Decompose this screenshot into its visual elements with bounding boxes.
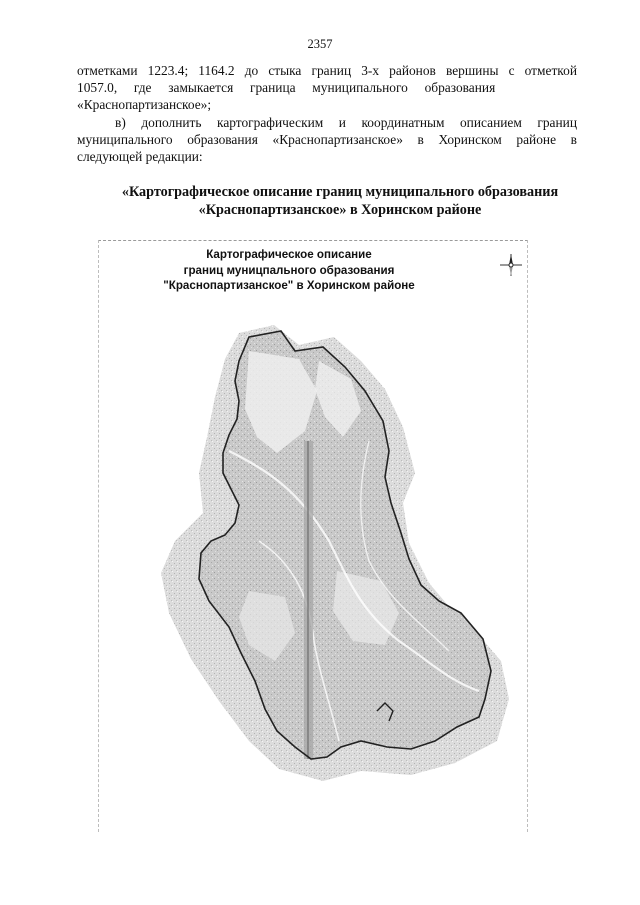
paragraph-line: отметками 1223.4; 1164.2 до стыка границ 3-х районов вершины с отметкой xyxy=(77,63,577,78)
paragraph-amendment xyxy=(77,114,577,165)
section-heading xyxy=(60,183,620,219)
map-title xyxy=(139,247,439,294)
map-graphic xyxy=(99,241,529,833)
map-figure xyxy=(98,240,528,832)
map-title-line: "Краснопартизанское" в Хоринском районе xyxy=(163,279,415,292)
map-title-line: Картографическое описание xyxy=(206,248,372,261)
paragraph-line: следующей редакции: xyxy=(77,149,203,164)
compass-rose-icon xyxy=(499,253,523,277)
heading-line: «Картографическое описание границ муниципального образования xyxy=(121,184,559,200)
paragraph-line: 1057.0, где замыкается граница муниципального образования xyxy=(77,80,496,95)
paragraph-continuation xyxy=(77,62,577,113)
paragraph-line: «Краснопартизанское»; xyxy=(77,97,212,112)
paragraph-line: муниципального образования «Краснопартизанское» в Хоринском районе в xyxy=(77,132,577,147)
page-number: 2357 xyxy=(307,37,333,51)
heading-line: «Краснопартизанское» в Хоринском районе xyxy=(198,202,482,218)
map-title-line: границ муницпального образования xyxy=(183,263,395,277)
paragraph-line: в) дополнить картографическим и координатным описанием границ xyxy=(115,115,577,130)
